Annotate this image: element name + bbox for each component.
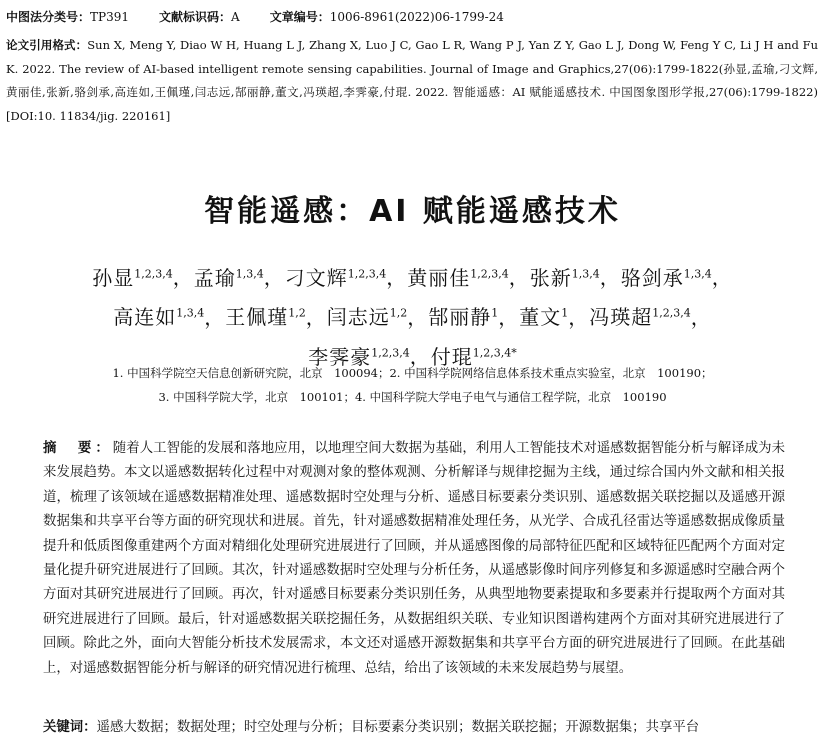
citation-text: Sun X, Meng Y, Diao W H, Huang L J, Zhang X, Luo J C, Gao L R, Wang P J, Yan Z Y, Gao L J, Dong W, Feng Y C, Li J H and Fu K. 2022. The review of AI-based intelligent remote sensing capabilities. Journal of Image and Graphics,27(06):1799-1822(孙显,孟瑜,刁文辉,黄丽佳,张新,骆剑承,高连如,王佩瑾,闫志远,郜丽静,董文,冯瑛超,李霁豪,付琨. 2022. 智能遥感：AI 赋能遥感技术. 中国图象图形学报,27(06):1799-1822)[DOI:10. 11834/jig. 220161] <box>6 38 818 123</box>
author-separator: ， <box>172 265 194 290</box>
author-affiliation-sup: 1,2,3,4 <box>371 346 410 360</box>
corresponding-author-mark: * <box>511 346 517 360</box>
article-no-value: 1006-8961(2022)06-1799-24 <box>329 10 504 24</box>
author-separator: ， <box>508 265 530 290</box>
author-separator: ， <box>409 344 431 369</box>
author-name: 王佩瑾 <box>225 305 289 330</box>
author-separator: ， <box>690 305 712 330</box>
keywords-label: 关键词： <box>43 720 97 735</box>
author-separator: ， <box>407 305 429 330</box>
paper-title: 智能遥感：AI 赋能遥感技术 <box>204 194 621 229</box>
author-separator: ， <box>498 305 520 330</box>
affiliation-line-2: 3. 中国科学院大学，北京 100101；4. 中国科学院大学电子电气与通信工程学院，北京 100190 <box>158 390 667 404</box>
author-affiliation-sup: 1,2,3,4 <box>347 267 387 280</box>
author-separator: ， <box>263 265 285 290</box>
author <box>519 305 568 329</box>
author-separator: ， <box>711 265 733 290</box>
author-name: 高连如 <box>113 305 177 330</box>
author <box>530 266 600 290</box>
keywords <box>43 716 785 740</box>
author-name: 张新 <box>529 265 572 290</box>
author-name: 刁文辉 <box>284 265 348 290</box>
author-name: 李霁豪 <box>308 344 372 369</box>
article-no-label: 文章编号： <box>269 10 330 24</box>
clc-value: TP391 <box>90 10 129 24</box>
author <box>407 266 508 290</box>
author <box>92 266 172 290</box>
doc-code-value: A <box>231 10 240 24</box>
author-separator: ， <box>305 305 327 330</box>
abstract <box>43 437 785 681</box>
abstract-label: 摘 要： <box>43 441 113 456</box>
author-affiliation-sup: 1,2 <box>389 306 408 320</box>
author <box>589 305 690 329</box>
keywords-text: 遥感大数据；数据处理；时空处理与分析；目标要素分类识别；数据关联挖掘；开源数据集；共享平台 <box>96 720 700 735</box>
author-separator: ， <box>386 265 408 290</box>
doc-code-label: 文献标识码： <box>159 10 232 24</box>
author-affiliation-sup: 1,3,4 <box>683 267 712 280</box>
author-name: 郜丽静 <box>428 305 492 330</box>
abstract-text: 随着人工智能的发展和落地应用，以地理空间大数据为基础，利用人工智能技术对遥感数据智能分析与解译成为未来发展趋势。本文以遥感数据转化过程中对观测对象的整体观测、分析解译与规律挖掘为主线，通过综合国内外文献和相关报道，梳理了该领域在遥感数据精准处理、遥感数据时空处理与分析、遥感目标要素分类识别、遥感数据关联挖掘以及遥感开源数据集和共享平台等方面的研究现状和进展。首先，针对遥感数据精准处理任务，从光学、合成孔径雷达等遥感数据成像质量提升和低质图像重建两个方面对精细化处理研究进展进行了回顾，并从遥感图像的局部特征匹配和区域特征匹配两个方面对定量化提升研究进展进行了回顾。其次，针对遥感数据时空处理与分析任务，从遥感影像时间序列修复和多源遥感时空融合两个方面对其研究进展进行了回顾。再次，针对遥感目标要素分类识别任务，从典型地物要素提取和多要素并行提取两个方面对其研究进展进行了回顾。最后，针对遥感数据关联挖掘任务，从数据组织关联、专业知识图谱构建两个方面对其研究进展进行了回顾。除此之外，面向大智能分析技术发展需求，本文还对遥感开源数据集和共享平台方面的研究进展进行了回顾。在此基础上，对遥感数据智能分析与解译的研究情况进行梳理、总结，给出了该领域的未来发展趋势与展望。 <box>43 441 786 676</box>
author-separator: ， <box>599 265 621 290</box>
author-affiliation-sup: 1,2,3,4 <box>652 306 691 320</box>
clc-label: 中图法分类号： <box>6 10 91 24</box>
author-affiliation-sup: 1,3,4 <box>235 267 264 280</box>
author <box>428 305 498 329</box>
author-affiliation-sup: 1,2 <box>288 306 306 320</box>
author <box>225 305 306 329</box>
author-affiliation-sup: 1,2,3,4 <box>472 346 512 360</box>
author-separator: ， <box>568 305 590 330</box>
author <box>194 266 264 290</box>
author-affiliation-sup: 1,3,4 <box>571 267 600 280</box>
author-name: 闫志远 <box>326 305 390 330</box>
author-name: 付琨 <box>430 344 473 369</box>
author <box>285 266 386 290</box>
citation-format <box>6 34 818 128</box>
author-name: 董文 <box>519 305 562 330</box>
author-affiliation-sup: 1 <box>491 306 499 320</box>
author-name: 冯瑛超 <box>589 305 653 330</box>
classification-line <box>6 8 818 26</box>
author-affiliation-sup: 1,2,3,4 <box>470 267 509 280</box>
author-name: 骆剑承 <box>620 265 684 290</box>
author-affiliation-sup: 1,3,4 <box>176 306 205 320</box>
affiliation-line-1: 1. 中国科学院空天信息创新研究院，北京 100094；2. 中国科学院网络信息体系技术重点实验室，北京 100190； <box>112 366 713 380</box>
author-affiliation-sup: 1 <box>561 306 569 320</box>
author-list <box>60 256 765 375</box>
author-separator: ， <box>204 305 226 330</box>
citation-label: 论文引用格式： <box>6 38 88 52</box>
author-name: 孟瑜 <box>193 265 236 290</box>
author <box>621 266 712 290</box>
author-name: 黄丽佳 <box>407 265 471 290</box>
author <box>327 305 408 329</box>
author <box>113 305 204 329</box>
author-name: 孙显 <box>92 265 135 290</box>
author-affiliation-sup: 1,2,3,4 <box>134 267 173 280</box>
